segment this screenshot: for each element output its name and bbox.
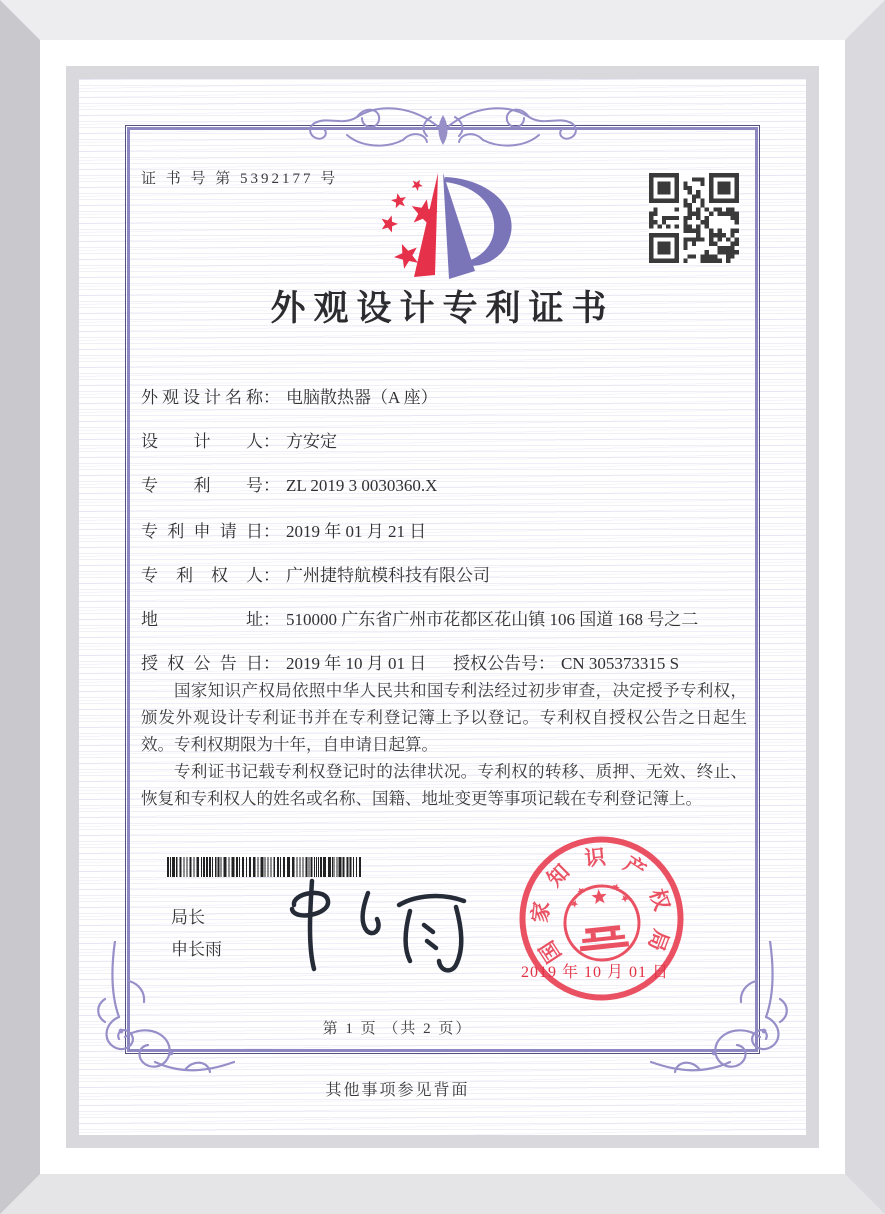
svg-text:国: 国	[534, 936, 567, 968]
qr-code	[649, 173, 739, 263]
field-label: 专利申请日	[141, 522, 263, 541]
field-label: 地址	[141, 610, 263, 629]
field-address: 地址： 510000 广东省广州市花都区花山镇 106 国道 168 号之二	[141, 605, 751, 630]
legal-paragraph: 专利证书记载专利权登记时的法律状况。专利权的转移、质押、无效、终止、恢复和专利权人的姓名或名称、国籍、地址变更等事项记载在专利登记簿上。	[141, 762, 747, 808]
field-value: 510000 广东省广州市花都区花山镇 106 国道 168 号之二	[286, 610, 699, 629]
field-label: 外观设计名称	[141, 388, 263, 407]
legal-paragraph: 国家知识产权局依照中华人民共和国专利法经过初步审查，决定授予专利权，颁发外观设计专利证书并在专利登记簿上予以登记。专利权自授权公告之日起生效。专利权期限为十年，自申请日起算。	[141, 681, 747, 754]
field-label: 设计人	[141, 432, 263, 451]
field-filing-date: 专利申请日： 2019 年 01 月 21 日	[141, 517, 751, 542]
field-value: ZL 2019 3 0030360.X	[286, 476, 438, 495]
certificate-paper	[79, 79, 806, 1135]
svg-text:局: 局	[643, 926, 674, 955]
field-patentee: 专利权人： 广州捷特航模科技有限公司	[141, 561, 751, 586]
seal-date: 2019 年 10 月 01 日	[521, 964, 670, 981]
field-value: 2019 年 10 月 01 日	[286, 654, 427, 673]
legal-text	[141, 677, 747, 812]
field-value: 广州捷特航模科技有限公司	[286, 566, 490, 585]
svg-text:权: 权	[644, 885, 675, 914]
field-label: 授权公告号	[453, 654, 538, 673]
field-grant: 授权公告日： 2019 年 10 月 01 日 授权公告号： CN 305373315 S	[141, 649, 751, 674]
field-patent-no: 专利号： ZL 2019 3 0030360.X	[141, 471, 751, 496]
field-grant-no: 授权公告号： CN 305373315 S	[453, 654, 680, 673]
svg-text:家: 家	[527, 900, 554, 924]
field-label: 专利权人	[141, 566, 263, 585]
field-label: 专利号	[141, 476, 263, 495]
svg-text:产: 产	[619, 851, 651, 884]
svg-text:知: 知	[542, 859, 575, 892]
field-value: CN 305373315 S	[561, 654, 680, 673]
signer-title: 局长	[171, 908, 205, 927]
field-value: 方安定	[286, 432, 337, 451]
signer-name: 申长雨	[171, 940, 222, 959]
paper-shadow-band	[66, 66, 819, 1148]
field-label: 授权公告日	[141, 654, 263, 673]
field-design-name: 外观设计名称： 电脑散热器（A 座）	[141, 383, 751, 408]
field-value: 电脑散热器（A 座）	[286, 388, 438, 407]
top-flourish-ornament	[293, 95, 593, 159]
back-note: 其他事项参见背面	[325, 1082, 470, 1099]
cnipa-logo-icon	[367, 161, 527, 291]
field-designer: 设计人： 方安定	[141, 427, 751, 452]
national-emblem	[561, 882, 642, 964]
page-number: 第 1 页 （共 2 页）	[322, 1021, 473, 1037]
certificate-title: 外观设计专利证书	[270, 289, 615, 328]
bottom-left-flourish	[85, 941, 235, 1091]
certificate-number: 证 书 号 第 5392177 号	[141, 171, 339, 187]
svg-text:识: 识	[583, 844, 607, 871]
signature-handwriting	[264, 871, 479, 981]
field-value: 2019 年 01 月 21 日	[286, 522, 427, 541]
frame-mat	[40, 40, 845, 1174]
